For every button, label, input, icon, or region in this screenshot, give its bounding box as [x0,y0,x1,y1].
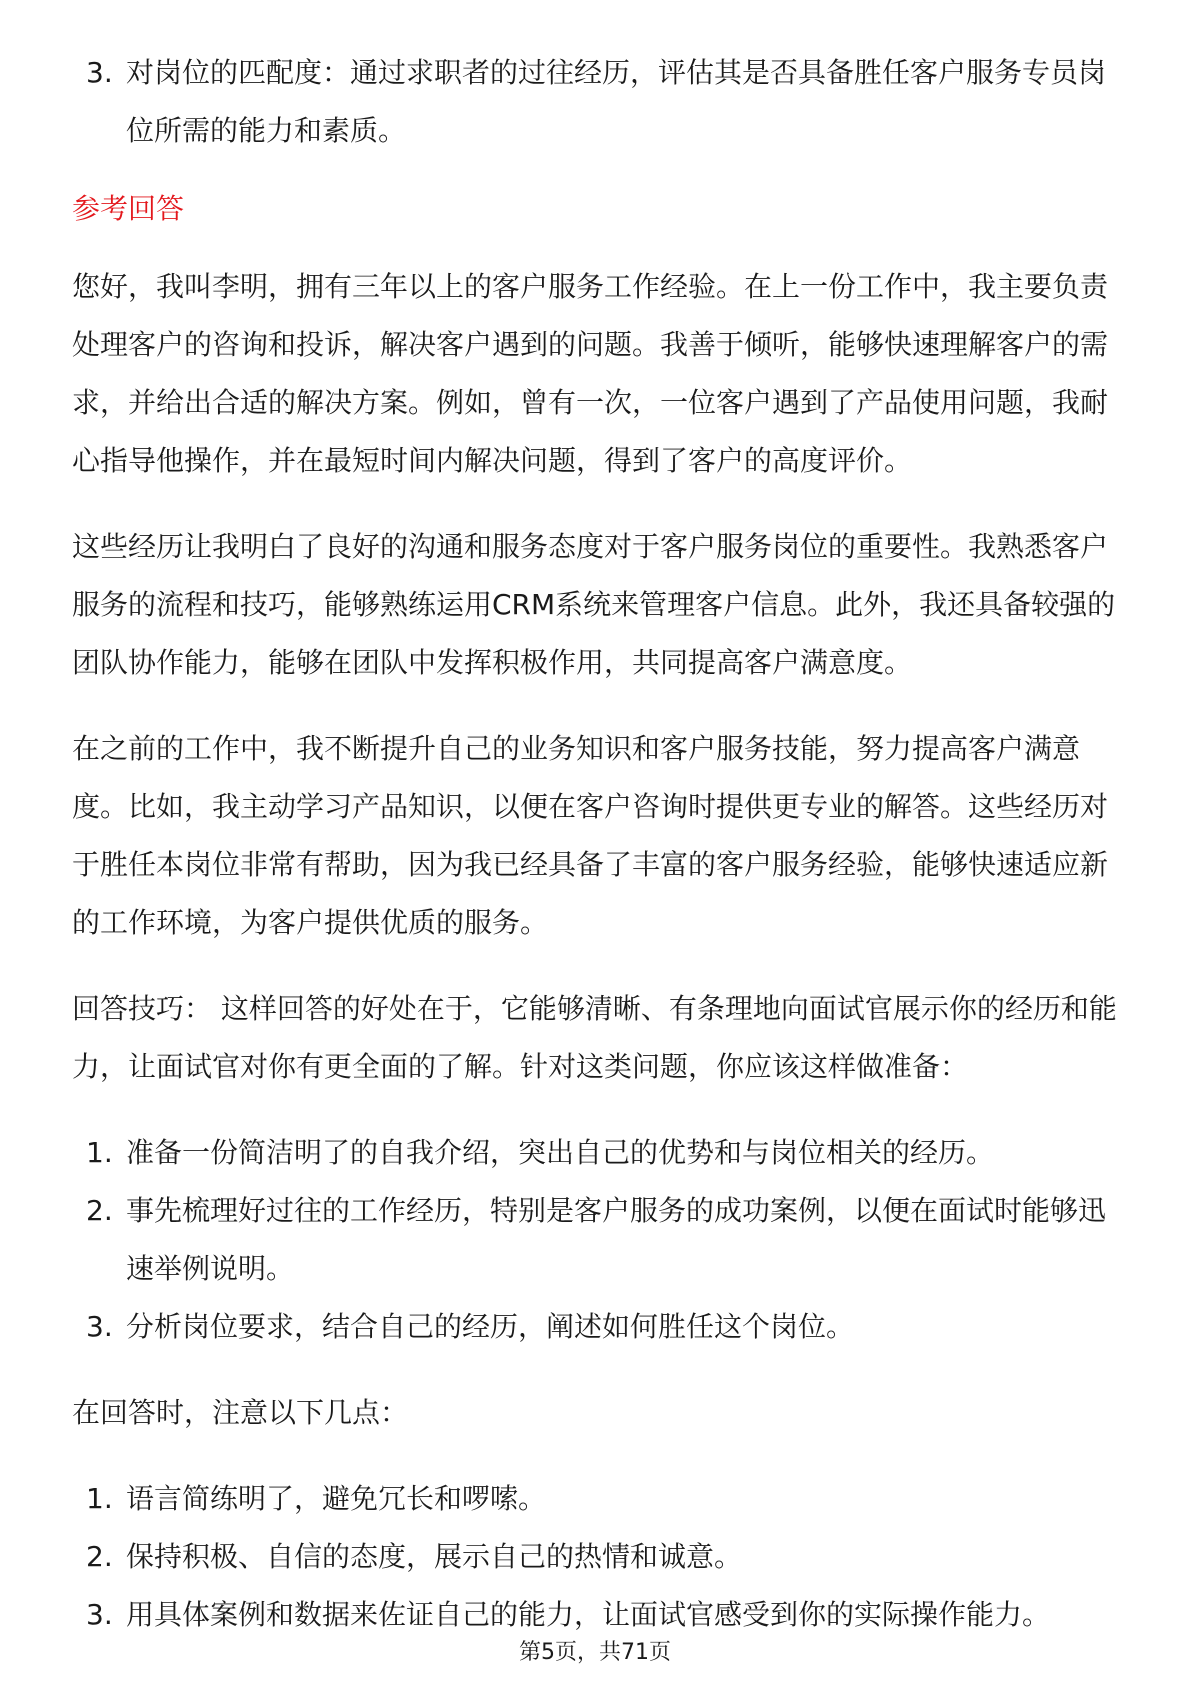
notes-list [72,1470,1122,1644]
list-item-number: 3. [86,1598,113,1631]
preparation-list [72,1124,1122,1356]
list-item [72,44,1122,160]
list-item-number: 2. [86,1194,113,1227]
page-content [72,44,1122,1644]
list-item-text: 用具体案例和数据来佐证自己的能力，让面试官感受到你的实际操作能力。 [126,1598,1051,1631]
list-item [72,1586,1122,1644]
list-item-text: 分析岗位要求，结合自己的经历，阐述如何胜任这个岗位。 [126,1310,855,1343]
intro-list [72,44,1122,160]
list-item-number: 3. [86,56,113,89]
answer-paragraph-3: 在之前的工作中，我不断提升自己的业务知识和客户服务技能，努力提高客户满意度。比如，我主动学习产品知识，以便在客户咨询时提供更专业的解答。这些经历对于胜任本岗位非常有帮助，因为我已经具备了丰富的客户服务经验，能够快速适应新的工作环境，为客户提供优质的服务。 [72,732,1109,939]
page-number-footer: 第5页，共71页 [519,1640,671,1665]
list-item-text: 保持积极、自信的态度，展示自己的热情和诚意。 [126,1540,743,1573]
list-item-text: 对岗位的匹配度：通过求职者的过往经历，评估其是否具备胜任客户服务专员岗位所需的能力和素质。 [126,56,1107,147]
list-item-number: 3. [86,1310,113,1343]
list-item-text: 事先梳理好过往的工作经历，特别是客户服务的成功案例，以便在面试时能够迅速举例说明。 [126,1194,1107,1285]
list-item [72,1124,1122,1182]
list-item [72,1182,1122,1298]
tips-intro-paragraph: 回答技巧： 这样回答的好处在于，它能够清晰、有条理地向面试官展示你的经历和能力，让面试官对你有更全面的了解。针对这类问题，你应该这样做准备： [72,992,1117,1083]
list-item-text: 语言简练明了，避免冗长和啰嗦。 [126,1482,547,1515]
list-item [72,1470,1122,1528]
list-item-number: 1. [86,1482,113,1515]
list-item-number: 1. [86,1136,113,1169]
section-heading: 参考回答 [72,192,185,225]
answer-paragraph-1: 您好，我叫李明，拥有三年以上的客户服务工作经验。在上一份工作中，我主要负责处理客户的咨询和投诉，解决客户遇到的问题。我善于倾听，能够快速理解客户的需求，并给出合适的解决方案。例如，曾有一次，一位客户遇到了产品使用问题，我耐心指导他操作，并在最短时间内解决问题，得到了客户的高度评价。 [72,270,1109,477]
list-item-number: 2. [86,1540,113,1573]
notes-intro-paragraph: 在回答时，注意以下几点： [72,1396,409,1429]
list-item [72,1298,1122,1356]
answer-paragraph-2: 这些经历让我明白了良好的沟通和服务态度对于客户服务岗位的重要性。我熟悉客户服务的流程和技巧，能够熟练运用CRM系统来管理客户信息。此外，我还具备较强的团队协作能力，能够在团队中发挥积极作用，共同提高客户满意度。 [72,530,1116,679]
list-item [72,1528,1122,1586]
list-item-text: 准备一份简洁明了的自我介绍，突出自己的优势和与岗位相关的经历。 [126,1136,995,1169]
